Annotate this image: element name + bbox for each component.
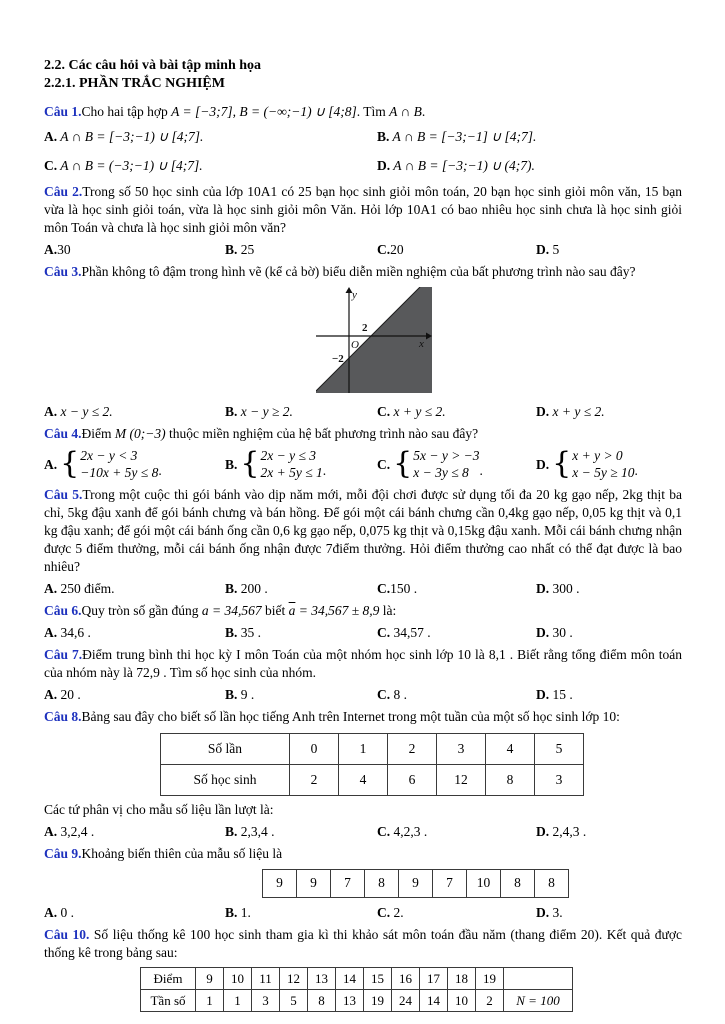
option-label: A.	[44, 686, 58, 702]
table-cell: 10	[448, 990, 476, 1012]
origin-label: O	[351, 339, 359, 352]
table-cell: 1	[224, 990, 252, 1012]
option-B	[225, 821, 377, 842]
option-label: D.	[536, 904, 550, 920]
option-label: C.	[377, 904, 391, 920]
option-value: 3.	[549, 904, 563, 920]
table-cell: 8	[501, 869, 535, 897]
option-value: x + y ≤ 2.	[390, 404, 446, 420]
options-row	[44, 401, 682, 422]
table-row	[161, 733, 584, 764]
system-lines	[80, 447, 158, 481]
option-value: x − y ≤ 2.	[57, 404, 113, 420]
question-label: Câu 5.	[44, 487, 83, 503]
table-cell: 5	[535, 733, 584, 764]
table-cell: Điểm	[141, 968, 196, 990]
option-A	[44, 622, 225, 643]
system-line: 2x + 5y ≤ 1	[260, 465, 323, 481]
table-cell: 2	[290, 764, 339, 795]
question-text	[44, 602, 682, 620]
option-value: 8 .	[390, 686, 407, 702]
brace-glyph: {	[60, 446, 80, 482]
option-label: C.	[377, 404, 391, 420]
score-frequency-table	[140, 967, 573, 1012]
table-cell: 10	[467, 869, 501, 897]
text-run: . Tìm	[356, 104, 390, 120]
period: .	[634, 463, 638, 479]
table-row	[141, 968, 573, 990]
option-label: D.	[536, 686, 550, 702]
system-line: 2x − y ≤ 3	[260, 448, 316, 464]
option-value: 9 .	[237, 686, 255, 702]
option-label: A.	[44, 242, 58, 258]
question-10	[44, 926, 682, 1013]
y-tick-label: −2	[332, 353, 344, 366]
text-run: Trong số 50 học sinh của lớp 10A1 có 25 bạn học sinh giỏi môn toán, 20 bạn học sinh giỏi môn văn, 15 bạn vừa là học sinh giỏi toán, vừa là học sinh giỏi môn Văn. Hỏi lớp 10A1 có bao nhiêu học sinh chưa là học sinh giỏi môn Toán và chưa là học sinh giỏi môn văn?	[44, 184, 682, 236]
question-3	[44, 263, 682, 422]
table-cell: 3	[437, 733, 486, 764]
option-C	[377, 447, 536, 481]
inequality-region-figure	[316, 287, 432, 393]
question-5	[44, 486, 682, 599]
math-run: A ∩ B	[389, 104, 422, 120]
text-run: Điểm	[81, 426, 115, 442]
question-note: Các tứ phân vị cho mẫu số liệu lần lượt là:	[44, 801, 274, 817]
question-2	[44, 183, 682, 260]
question-7	[44, 646, 682, 705]
option-label: A.	[44, 129, 58, 145]
question-text	[44, 263, 682, 281]
system-lines	[413, 447, 479, 481]
option-label: C.	[377, 580, 391, 596]
option-B	[225, 902, 377, 923]
table-cell: 12	[437, 764, 486, 795]
option-value: 20	[390, 242, 404, 258]
table-cell: 0	[290, 733, 339, 764]
table-row	[161, 764, 584, 795]
option-label: C.	[377, 624, 391, 640]
system-line: x − 5y ≥ 10	[572, 465, 635, 481]
option-label: A.	[44, 904, 58, 920]
option-label: B.	[225, 686, 238, 702]
option-label: D.	[536, 580, 550, 596]
question-label: Câu 8.	[44, 708, 82, 724]
table-cell: 7	[433, 869, 467, 897]
option-label: A.	[44, 404, 58, 420]
option-value: 250 điểm.	[57, 580, 115, 596]
math-run: M (0;−3)	[114, 426, 166, 442]
table-cell: 9	[297, 869, 331, 897]
table-cell	[504, 968, 573, 990]
option-label: C.	[377, 686, 391, 702]
options-row	[44, 447, 682, 481]
option-value: 2,4,3 .	[549, 823, 587, 839]
text-run: Điểm trung bình thi học kỳ I môn Toán của một nhóm học sinh lớp 10 là 8,1 . Biết rằng tổng điểm môn toán của nhóm này là 72,9 . Tìm số học sinh của nhóm.	[44, 646, 682, 680]
option-B	[225, 239, 377, 260]
option-value: x + y ≤ 2.	[549, 404, 605, 420]
option-A	[44, 239, 225, 260]
table-cell: 8	[486, 764, 535, 795]
option-value: 35 .	[237, 624, 262, 640]
option-label: D.	[536, 456, 550, 472]
option-A	[44, 821, 225, 842]
question-text	[44, 103, 682, 121]
table-cell: 24	[392, 990, 420, 1012]
option-label: C.	[44, 158, 58, 174]
system-line: x + y > 0	[572, 448, 623, 464]
table-row	[263, 869, 569, 897]
option-D	[536, 902, 682, 923]
table-cell: Số lần	[161, 733, 290, 764]
question-text	[44, 708, 682, 726]
question-label: Câu 2.	[44, 184, 83, 200]
option-value: 3,2,4 .	[57, 823, 95, 839]
option-value: 30	[57, 242, 71, 258]
question-8	[44, 708, 682, 842]
option-value: A ∩ B = [−3;−1) ∪ (4;7).	[390, 158, 535, 174]
option-label: A.	[44, 624, 58, 640]
table-cell: 11	[252, 968, 280, 990]
text-run: Quy tròn số gần đúng	[81, 602, 202, 618]
option-label: D.	[536, 242, 550, 258]
option-value: A ∩ B = [−3;−1) ∪ [4;7].	[57, 129, 204, 145]
table-cell: 1	[196, 990, 224, 1012]
period: .	[322, 463, 327, 479]
text-run: Số liệu thống kê 100 học sinh tham gia kì thi khảo sát môn toán đầu năm (thang điểm 20). Kết quả được thống kê trong bảng sau:	[44, 926, 682, 960]
question-label: Câu 1.	[44, 104, 82, 120]
option-D	[536, 447, 682, 481]
option-C	[377, 578, 536, 599]
data-sample-table	[262, 869, 569, 898]
table-cell: Số học sinh	[161, 764, 290, 795]
option-value: 30 .	[549, 624, 573, 640]
option-C	[44, 151, 377, 180]
brace-glyph: {	[393, 446, 413, 482]
option-value: 20 .	[57, 686, 81, 702]
option-value: 34,57 .	[390, 624, 431, 640]
option-D	[536, 622, 682, 643]
text-run: là:	[379, 602, 397, 618]
option-value: A ∩ B = [−3;−1] ∪ [4;7].	[389, 129, 537, 145]
option-label: B.	[225, 904, 238, 920]
option-B	[225, 622, 377, 643]
table-row	[141, 990, 573, 1012]
question-label: Câu 9.	[44, 845, 82, 861]
option-value: 34,6 .	[57, 624, 91, 640]
option-value: 150 .	[390, 580, 418, 596]
option-value: A ∩ B = (−3;−1) ∪ [4;7].	[57, 158, 203, 174]
option-C	[377, 684, 536, 705]
table-cell: 5	[280, 990, 308, 1012]
option-A	[44, 684, 225, 705]
option-value: 4,2,3 .	[390, 823, 428, 839]
option-value: x − y ≥ 2.	[237, 404, 293, 420]
option-B	[225, 447, 377, 481]
question-text	[44, 646, 682, 682]
table-cell: 18	[448, 968, 476, 990]
options-row	[44, 239, 682, 260]
option-label: B.	[225, 404, 238, 420]
table-cell: 16	[392, 968, 420, 990]
option-value: 1.	[237, 904, 251, 920]
question-text	[44, 425, 682, 443]
system-lines	[260, 447, 322, 481]
period: .	[479, 463, 483, 479]
option-D	[536, 684, 682, 705]
text-run: Khoảng biến thiên của mẫu số liệu là	[81, 845, 283, 861]
option-D	[536, 821, 682, 842]
question-label: Câu 4.	[44, 426, 82, 442]
table-cell: 9	[399, 869, 433, 897]
brace-glyph: {	[552, 446, 572, 482]
table-cell: 3	[252, 990, 280, 1012]
option-label: A.	[44, 580, 58, 596]
option-label: C.	[377, 456, 391, 472]
question-label: Câu 6.	[44, 602, 82, 618]
option-A	[44, 902, 225, 923]
system-lines	[572, 447, 634, 481]
option-label: A.	[44, 823, 58, 839]
table-cell: 8	[535, 869, 569, 897]
question-9	[44, 845, 682, 923]
question-text	[44, 183, 682, 237]
question-6	[44, 602, 682, 643]
option-C	[377, 401, 536, 422]
system-line: 2x − y < 3	[80, 448, 138, 464]
table-cell: 10	[224, 968, 252, 990]
table-cell: 2	[388, 733, 437, 764]
option-C	[377, 239, 536, 260]
table-cell: 9	[196, 968, 224, 990]
option-C	[377, 622, 536, 643]
table-cell: 3	[535, 764, 584, 795]
table-cell: 15	[364, 968, 392, 990]
text-run: Trong một cuộc thi gói bánh vào dịp năm mới, mỗi đội chơi được sử dụng tối đa 20 kg gạo nếp, 2kg thịt ba chỉ, 5kg đậu xanh để gói bánh chưng và bán hồng. Để gói một cái bánh chưng cần 0,4kg gạo nếp, 0,05 kg thịt và 0,1 kg đậu xanh; để gói một cái bánh ống cần 0,6 kg gạo nếp, 0,075 kg thịt và 0,15kg đậu xanh. Mỗi cái bánh chưng nhận được 5 điểm thưởng, mỗi cái bánh ống nhận được 7điểm thưởng. Hỏi điểm thưởng cao nhất có thể đạt được là bao nhiêu?	[44, 487, 682, 574]
option-label: D.	[536, 404, 550, 420]
option-label: B.	[225, 456, 238, 472]
brace-glyph: {	[240, 446, 260, 482]
math-run: = 34,567 ± 8,9	[295, 602, 380, 618]
option-value: 200 .	[237, 580, 268, 596]
table-cell: 2	[476, 990, 504, 1012]
question-label: Câu 7.	[44, 646, 83, 662]
option-label: B.	[377, 129, 390, 145]
table-cell: 13	[308, 968, 336, 990]
option-C	[377, 902, 536, 923]
subsection-heading: 2.2.1. PHẦN TRẮC NGHIỆM	[44, 76, 225, 92]
options-row	[44, 902, 682, 923]
y-axis-label: y	[352, 289, 357, 302]
x-axis-label: x	[419, 338, 424, 351]
option-B	[225, 401, 377, 422]
table-cell: 14	[336, 968, 364, 990]
option-label: D.	[377, 158, 391, 174]
table-cell: 4	[339, 764, 388, 795]
table-cell: 19	[364, 990, 392, 1012]
text-run: biết	[261, 602, 289, 618]
option-A	[44, 578, 225, 599]
option-label: C.	[377, 242, 391, 258]
option-D	[377, 151, 682, 180]
frequency-table-english-lessons	[160, 733, 584, 796]
x-tick-label: 2	[362, 322, 368, 335]
math-run-overline: $\overline{a}$	[288, 602, 296, 618]
options-row	[44, 821, 682, 842]
figure-wrapper	[316, 287, 432, 397]
option-value: 0 .	[57, 904, 74, 920]
option-B	[377, 122, 682, 151]
question-label: Câu 10.	[44, 926, 90, 942]
option-B	[225, 684, 377, 705]
text-run: Phần không tô đậm trong hình vẽ (kể cả bờ) biểu diễn miền nghiệm của bất phương trình nào sau đây?	[81, 264, 636, 280]
question-1	[44, 103, 682, 180]
table-cell: 8	[308, 990, 336, 1012]
question-text	[44, 486, 682, 576]
table-cell: 9	[263, 869, 297, 897]
options-row	[44, 622, 682, 643]
table-cell: 17	[420, 968, 448, 990]
table-cell: Tần số	[141, 990, 196, 1012]
options-row	[44, 122, 682, 180]
text-run: thuộc miền nghiệm của hệ bất phương trình nào sau đây?	[165, 426, 479, 442]
question-4	[44, 425, 682, 481]
table-cell: 1	[339, 733, 388, 764]
option-label: D.	[536, 624, 550, 640]
option-value: 2.	[390, 904, 404, 920]
table-cell: 12	[280, 968, 308, 990]
option-A	[44, 447, 225, 481]
option-C	[377, 821, 536, 842]
option-label: B.	[225, 242, 238, 258]
option-label: B.	[225, 580, 238, 596]
question-label: Câu 3.	[44, 264, 82, 280]
option-value: 15 .	[549, 686, 573, 702]
option-label: C.	[377, 823, 391, 839]
option-value: 5	[549, 242, 560, 258]
table-cell: 19	[476, 968, 504, 990]
option-D	[536, 401, 682, 422]
option-A	[44, 401, 225, 422]
table-cell: N = 100	[504, 990, 573, 1012]
math-run: A = [−3;7], B = (−∞;−1) ∪ [4;8]	[171, 104, 357, 120]
system-line: x − 3y ≤ 8	[413, 465, 469, 481]
option-label: B.	[225, 823, 238, 839]
option-label: D.	[536, 823, 550, 839]
section-heading: 2.2. Các câu hỏi và bài tập minh họa	[44, 58, 262, 73]
option-D	[536, 578, 682, 599]
options-row	[44, 578, 682, 599]
table-cell: 8	[365, 869, 399, 897]
table-cell: 7	[331, 869, 365, 897]
option-B	[225, 578, 377, 599]
table-cell: 4	[486, 733, 535, 764]
shaded-region	[316, 287, 432, 393]
option-A	[44, 122, 377, 151]
question-text	[44, 845, 682, 863]
option-value: 300 .	[549, 580, 580, 596]
math-run: a = 34,567	[201, 602, 262, 618]
option-label: B.	[225, 624, 238, 640]
question-text	[44, 926, 682, 962]
table-cell: 14	[420, 990, 448, 1012]
table-cell: 6	[388, 764, 437, 795]
option-label: A.	[44, 456, 58, 472]
option-D	[536, 239, 682, 260]
option-value: 25	[237, 242, 255, 258]
text-run: Bảng sau đây cho biết số lần học tiếng Anh trên Internet trong một tuần của một số học sinh lớp 10:	[81, 708, 620, 724]
option-value: 2,3,4 .	[237, 823, 275, 839]
text-run: Cho hai tập hợp	[81, 104, 172, 120]
period: .	[158, 463, 162, 479]
system-line: −10x + 5y ≤ 8	[80, 465, 159, 481]
table-cell: 13	[336, 990, 364, 1012]
options-row	[44, 684, 682, 705]
system-line: 5x − y > −3	[413, 448, 480, 464]
text-run: .	[421, 104, 426, 120]
